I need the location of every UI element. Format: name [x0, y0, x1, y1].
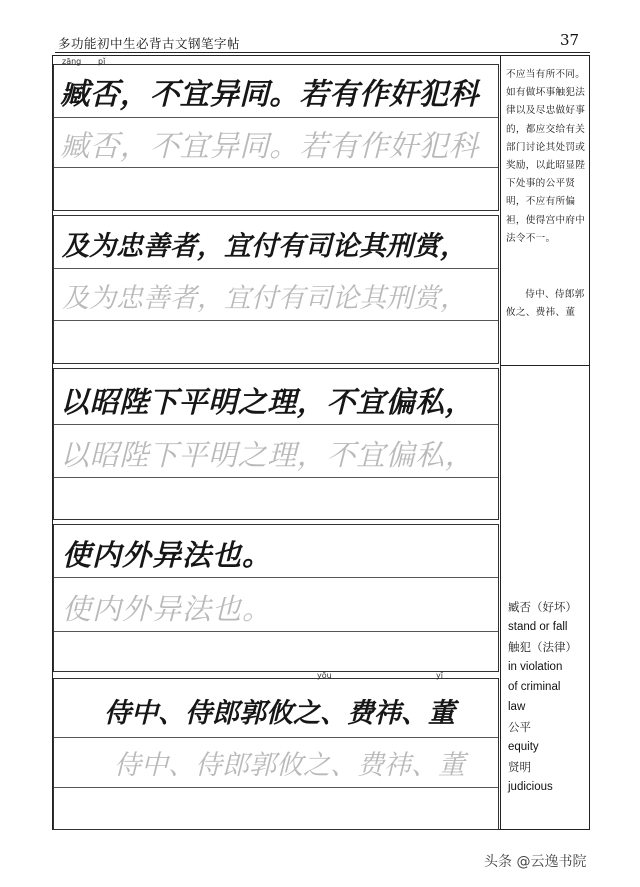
trace-line-2: 及为忠善者，宜付有司论其刑赏，: [62, 283, 467, 314]
blank-row: [54, 167, 498, 210]
trace-line-3: 以昭陛下平明之理，不宜偏私，: [60, 438, 475, 472]
trace-row: [54, 268, 498, 321]
pinyin-pi: pǐ: [98, 57, 106, 66]
model-line-2: 及为忠善者，宜付有司论其刑赏，: [62, 231, 467, 262]
vocab-gloss: stand or fall: [508, 621, 568, 633]
vocab-term: 公平: [508, 720, 531, 734]
blank-row: [54, 631, 498, 671]
practice-block-3: [53, 368, 499, 520]
pinyin-zang: zāng: [62, 57, 82, 66]
trace-line-1: 臧否，不宜异同。若有作奸犯科: [60, 129, 479, 163]
header-rule: [55, 52, 590, 53]
trace-row: [54, 577, 498, 632]
model-line-5: 侍中、侍郎郭攸之、费祎、董: [104, 698, 455, 729]
model-row: [54, 216, 498, 269]
model-row: [54, 679, 498, 738]
trace-row: [54, 737, 498, 788]
vocab-gloss: of criminal: [508, 681, 561, 693]
vocab-gloss: law: [508, 701, 526, 713]
translation-note-2: 侍中、侍郎郭攸之、费祎、董: [506, 289, 585, 318]
trace-row: [54, 424, 498, 478]
vocab-gloss: judicious: [508, 781, 553, 793]
watermark: 头条 @云逸书院: [484, 854, 587, 870]
vocabulary-list: [508, 597, 590, 797]
model-row: [54, 65, 498, 118]
pinyin-yi: yī: [436, 671, 443, 680]
blank-row: [54, 787, 498, 829]
practice-block-2: [53, 215, 499, 364]
practice-block-5: [53, 678, 499, 830]
pinyin-you: yōu: [317, 671, 332, 680]
vocab-gloss: in violation: [508, 661, 563, 673]
model-line-4: 使内外异法也。: [62, 538, 273, 572]
translation-note: 不应当有所不同。如有做坏事触犯法律以及尽忠做好事的，都应交给有关部门讨论其处罚或奖励，以此昭显陛下处事的公平贤明，不应有所偏袒，使得宫中府中法令不一。: [506, 69, 586, 244]
vocab-term: 臧否（好坏）: [508, 600, 577, 614]
trace-row: [54, 117, 498, 168]
vocab-term: 触犯（法律）: [508, 640, 577, 654]
vocab-gloss: equity: [508, 741, 539, 753]
vocab-term: 贤明: [508, 760, 531, 774]
notes-divider: [500, 365, 590, 366]
margin-column-divider: [500, 56, 501, 829]
blank-row: [54, 320, 498, 363]
practice-block-4: [53, 524, 499, 672]
practice-block-1: [53, 64, 499, 211]
book-title: 多功能初中生必背古文钢笔字帖: [58, 36, 241, 51]
page-number: 37: [560, 31, 580, 49]
model-row: [54, 369, 498, 425]
model-line-1: 臧否，不宜异同。若有作奸犯科: [60, 76, 479, 111]
model-row: [54, 525, 498, 578]
blank-row: [54, 477, 498, 519]
trace-line-4: 使内外异法也。: [62, 592, 273, 626]
trace-line-5: 侍中、侍郎郭攸之、费祎、董: [114, 750, 465, 781]
model-line-3: 以昭陛下平明之理，不宜偏私，: [60, 385, 475, 419]
